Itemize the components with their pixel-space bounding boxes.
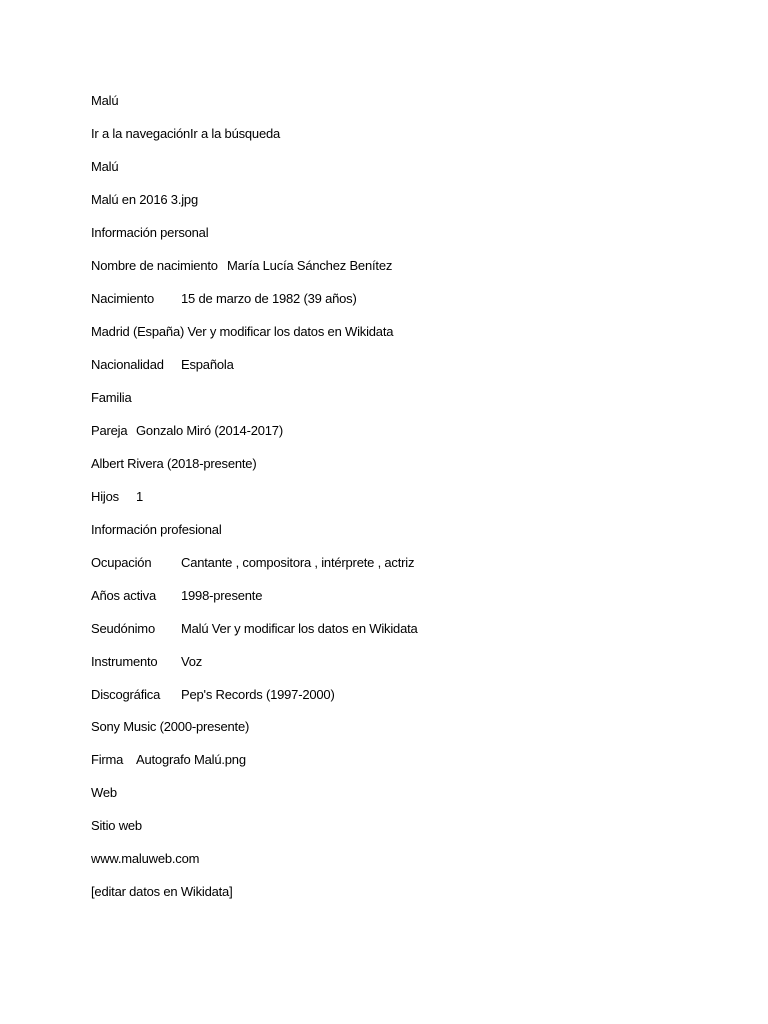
field-value: Voz <box>181 654 203 669</box>
field-children <box>91 489 144 505</box>
website-label <box>91 818 142 834</box>
line-text: [editar datos en Wikidata] <box>91 884 233 899</box>
line-text: Madrid (España) Ver y modificar los datos en Wikidata <box>91 324 394 339</box>
field-label: Nombre de nacimiento <box>91 258 218 273</box>
section-heading-personal <box>91 225 208 241</box>
field-value: Cantante , compositora , intérprete , actriz <box>181 555 415 570</box>
doc-title <box>91 93 118 109</box>
line-text: Sony Music (2000-presente) <box>91 719 250 734</box>
field-value: Autografo Malú.png <box>136 752 246 767</box>
field-label: Ocupación <box>91 555 152 570</box>
field-signature <box>91 752 246 768</box>
field-label: Nacimiento <box>91 291 155 306</box>
line-text: Albert Rivera (2018-presente) <box>91 456 257 471</box>
line-text: Web <box>91 785 117 800</box>
line-text: Malú <box>91 93 119 108</box>
field-birth-name <box>91 258 393 274</box>
field-value: 1998-presente <box>181 588 263 603</box>
line-text: Malú en 2016 3.jpg <box>91 192 198 207</box>
field-instrument <box>91 654 203 670</box>
field-pseudonym <box>91 621 418 637</box>
field-value: Española <box>181 357 234 372</box>
section-heading-web <box>91 785 117 801</box>
field-label: Nacionalidad <box>91 357 164 372</box>
field-birth <box>91 291 357 307</box>
line-text: www.maluweb.com <box>91 851 200 866</box>
field-label: Hijos <box>91 489 119 504</box>
image-filename <box>91 192 198 208</box>
field-occupation <box>91 555 415 571</box>
field-label-record <box>91 687 335 703</box>
line-text: Ir a la navegaciónIr a la búsqueda <box>91 126 281 141</box>
section-heading-professional <box>91 522 222 538</box>
infobox-title <box>91 159 118 175</box>
field-value: Malú Ver y modificar los datos en Wikidata <box>181 621 418 636</box>
record-label-continued <box>91 719 249 735</box>
field-label: Años activa <box>91 588 157 603</box>
field-label: Firma <box>91 752 124 767</box>
field-label: Discográfica <box>91 687 161 702</box>
line-text: Información personal <box>91 225 209 240</box>
field-label: Instrumento <box>91 654 158 669</box>
birthplace-line <box>91 324 393 340</box>
field-value: 15 de marzo de 1982 (39 años) <box>181 291 357 306</box>
nav-links-line <box>91 126 280 142</box>
line-text: Sitio web <box>91 818 142 833</box>
edit-wikidata-line <box>91 884 233 900</box>
line-text: Información profesional <box>91 522 222 537</box>
field-label: Pareja <box>91 423 128 438</box>
field-value: María Lucía Sánchez Benítez <box>227 258 393 273</box>
section-heading-family <box>91 390 132 406</box>
field-value: Gonzalo Miró (2014-2017) <box>136 423 283 438</box>
field-value: Pep's Records (1997-2000) <box>181 687 335 702</box>
partner-continued <box>91 456 256 472</box>
field-nationality <box>91 357 234 373</box>
field-partner <box>91 423 283 439</box>
line-text: Malú <box>91 159 119 174</box>
field-years-active <box>91 588 263 604</box>
line-text: Familia <box>91 390 132 405</box>
field-label: Seudónimo <box>91 621 155 636</box>
field-value: 1 <box>136 489 144 504</box>
website-url <box>91 851 199 867</box>
